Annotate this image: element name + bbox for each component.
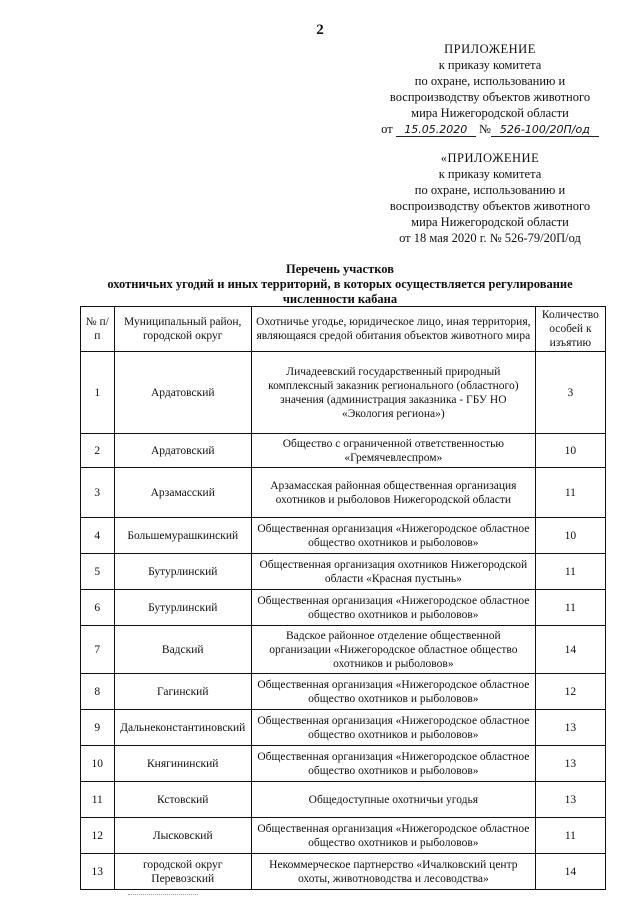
cell-num: 6 [81, 590, 115, 626]
cell-quantity: 13 [535, 746, 605, 782]
cell-district: Большемурашкинский [114, 518, 251, 554]
table-row [81, 518, 606, 554]
cell-owner: Общественная организация «Нижегородское областное общество охотников и рыболовов» [251, 746, 535, 782]
appendix-block-new [360, 41, 620, 137]
appendix-line: к приказу комитета [438, 167, 542, 181]
cell-district: Вадский [114, 626, 251, 674]
appendix-title: ПРИЛОЖЕНИЕ [444, 42, 536, 56]
cell-district: Бутурлинский [114, 590, 251, 626]
cell-owner: Общественная организация «Нижегородское областное общество охотников и рыболовов» [251, 590, 535, 626]
scan-margin-mark [128, 894, 198, 895]
header-district: Муниципальный район, городской округ [114, 307, 251, 352]
table-row [81, 818, 606, 854]
cell-owner: Общественная организация «Нижегородское областное общество охотников и рыболовов» [251, 710, 535, 746]
cell-district: Княгининский [114, 746, 251, 782]
list-title-line: охотничьих угодий и иных территорий, в которых осуществляется регулирование [107, 277, 573, 291]
cell-quantity: 14 [535, 626, 605, 674]
cell-quantity: 10 [535, 518, 605, 554]
list-title [90, 262, 590, 307]
cell-quantity: 11 [535, 590, 605, 626]
cell-owner: Общественная организация «Нижегородское областное общество охотников и рыболовов» [251, 674, 535, 710]
header-num: № п/п [81, 307, 115, 352]
appendix-line: воспроизводству объектов животного [389, 90, 591, 104]
list-title-line: Перечень участков [286, 262, 394, 276]
cell-owner: Общедоступные охотничьи угодья [251, 782, 535, 818]
cell-num: 5 [81, 554, 115, 590]
cell-owner: Некоммерческое партнерство «Ичалковский центр охоты, животноводства и лесоводства» [251, 854, 535, 890]
cell-quantity: 10 [535, 434, 605, 468]
appendix-line: воспроизводству объектов животного [389, 199, 591, 213]
table-row [81, 352, 606, 434]
cell-num: 8 [81, 674, 115, 710]
cell-num: 3 [81, 468, 115, 518]
cell-quantity: 13 [535, 782, 605, 818]
cell-owner: Вадское районное отделение общественной организации «Нижегородское областное общество охотников и рыболовов» [251, 626, 535, 674]
cell-quantity: 12 [535, 674, 605, 710]
cell-district: Ардатовский [114, 352, 251, 434]
header-quantity: Количество особей к изъятию [535, 307, 605, 352]
appendix-line: от 18 мая 2020 г. № 526-79/20П/од [399, 231, 581, 245]
cell-district: городской округ Перевозский [114, 854, 251, 890]
cell-district: Ардатовский [114, 434, 251, 468]
appendix-line: мира Нижегородской области [411, 106, 569, 120]
cell-num: 13 [81, 854, 115, 890]
cell-num: 1 [81, 352, 115, 434]
cell-num: 11 [81, 782, 115, 818]
table-row [81, 434, 606, 468]
handwritten-date: 15.05.2020 [396, 123, 476, 137]
table-row [81, 674, 606, 710]
appendix-line: к приказу комитета [438, 58, 542, 72]
cell-num: 2 [81, 434, 115, 468]
cell-quantity: 11 [535, 818, 605, 854]
cell-district: Бутурлинский [114, 554, 251, 590]
table-header-row [81, 307, 606, 352]
appendix-line: мира Нижегородской области [411, 215, 569, 229]
cell-quantity: 11 [535, 554, 605, 590]
cell-num: 10 [81, 746, 115, 782]
appendix-block-previous [360, 150, 620, 246]
appendix-line: по охране, использованию и [414, 183, 566, 197]
table-row [81, 590, 606, 626]
from-label: от [381, 122, 393, 136]
table-row [81, 782, 606, 818]
cell-quantity: 14 [535, 854, 605, 890]
cell-owner: Личадеевский государственный природный комплексный заказник регионального (областного) значения (администрация заказника - ГБУ НО «Экология региона») [251, 352, 535, 434]
cell-owner: Арзамасская районная общественная организация охотников и рыболовов Нижегородской области [251, 468, 535, 518]
header-owner: Охотничье угодье, юридическое лицо, иная территория, являющаяся средой обитания объектов животного мира [251, 307, 535, 352]
number-label: № [478, 122, 491, 136]
cell-owner: Общество с ограниченной ответственностью «Гремячевлеспром» [251, 434, 535, 468]
cell-quantity: 11 [535, 468, 605, 518]
table-row [81, 554, 606, 590]
table-row [81, 468, 606, 518]
appendix-line: по охране, использованию и [414, 74, 566, 88]
cell-quantity: 13 [535, 710, 605, 746]
cell-quantity: 3 [535, 352, 605, 434]
appendix-title: «ПРИЛОЖЕНИЕ [440, 151, 540, 165]
cell-district: Кстовский [114, 782, 251, 818]
list-title-line: численности кабана [282, 292, 398, 306]
table-row [81, 710, 606, 746]
cell-owner: Общественная организация «Нижегородское областное общество охотников и рыболовов» [251, 818, 535, 854]
page-number: 2 [316, 22, 324, 38]
cell-num: 12 [81, 818, 115, 854]
table-row [81, 626, 606, 674]
table-row [81, 746, 606, 782]
cell-district: Гагинский [114, 674, 251, 710]
cell-district: Арзамасский [114, 468, 251, 518]
hunting-areas-table [80, 306, 606, 890]
order-date-number-line [360, 121, 620, 137]
cell-num: 9 [81, 710, 115, 746]
cell-num: 7 [81, 626, 115, 674]
handwritten-number: 526-100/20П/од [491, 123, 599, 137]
cell-district: Дальнеконстантиновский [114, 710, 251, 746]
cell-district: Лысковский [114, 818, 251, 854]
cell-owner: Общественная организация охотников Нижегородской области «Красная пустынь» [251, 554, 535, 590]
cell-num: 4 [81, 518, 115, 554]
table-row [81, 854, 606, 890]
cell-owner: Общественная организация «Нижегородское областное общество охотников и рыболовов» [251, 518, 535, 554]
